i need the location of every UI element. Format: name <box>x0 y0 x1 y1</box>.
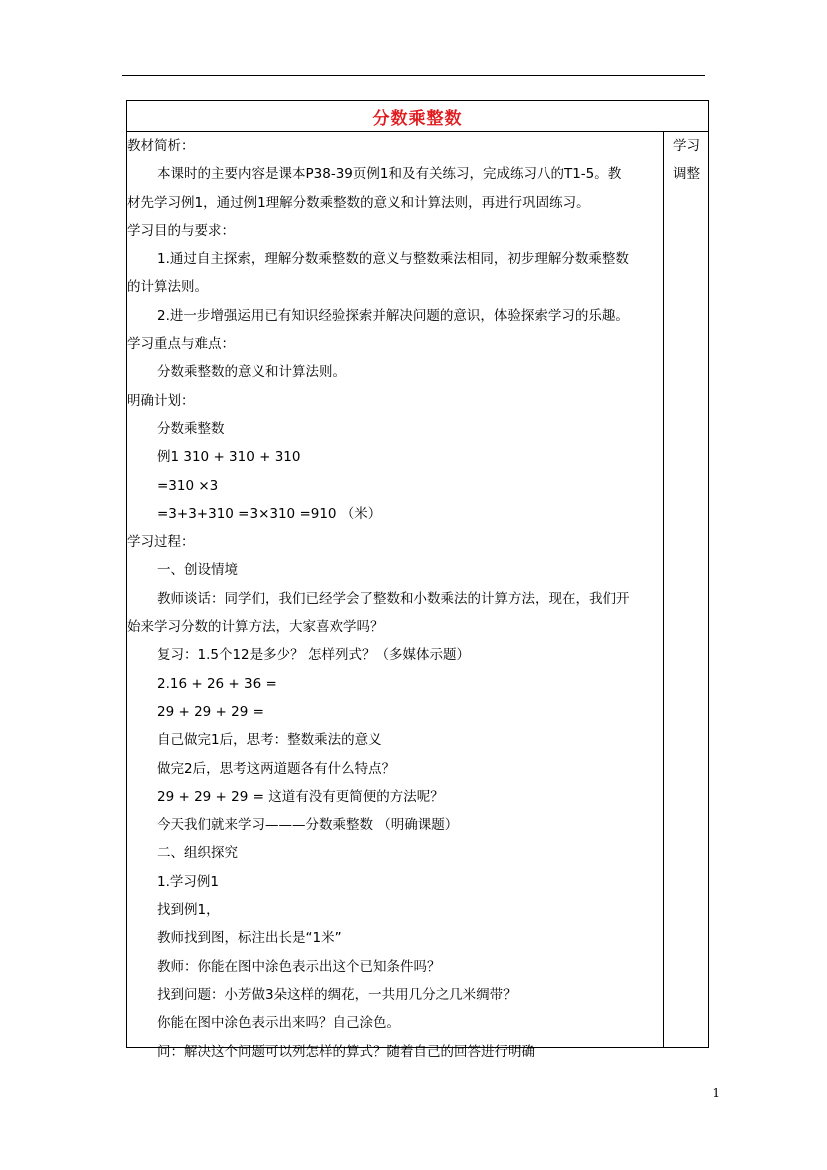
text-line: 找到问题：小芳做3朵这样的绸花，一共用几分之几米绸带？ <box>157 986 517 1003</box>
text-line: 始来学习分数的计算方法，大家喜欢学吗？ <box>127 619 384 636</box>
section-heading: 教材简析： <box>127 138 195 154</box>
text-line: 2.进一步增强运用已有知识经验探索并解决问题的意识，体验探索学习的乐趣。 <box>157 307 629 324</box>
column-divider <box>663 132 664 1048</box>
text-line: 复习：1.5个12是多少？ 怎样列式？（多媒体示题） <box>157 647 470 664</box>
text-line: =310 ×3 <box>157 477 219 494</box>
text-line: 本课时的主要内容是课本P38-39页例1和及有关练习，完成练习八的T1-5。教 <box>157 166 622 183</box>
section-heading: 学习过程： <box>127 534 195 551</box>
text-line: 分数乘整数 <box>157 420 225 437</box>
text-line: 教师谈话：同学们，我们已经学会了整数和小数乘法的计算方法，现在，我们开 <box>157 590 630 607</box>
text-line: 自己做完1后，思考：整数乘法的意义 <box>157 732 382 749</box>
text-line: 做完2后，思考这两道题各有什么特点？ <box>157 760 396 777</box>
text-line: 问：解决这个问题可以列怎样的算式？随着自己的回答进行明确 <box>157 1043 535 1060</box>
text-line: 今天我们就来学习———分数乘整数 （明确课题） <box>157 817 459 834</box>
text-line: 材先学习例1，通过例1理解分数乘整数的意义和计算法则，再进行巩固练习。 <box>127 194 590 211</box>
text-line: 教师：你能在图中涂色表示出这个已知条件吗？ <box>157 958 441 975</box>
section-heading: 明确计划： <box>127 392 195 409</box>
text-line: 二、组织探究 <box>157 845 238 862</box>
text-line: 你能在图中涂色表示出来吗？自己涂色。 <box>157 1015 400 1032</box>
text-line: 一、创设情境 <box>157 562 238 579</box>
text-line: 29 + 29 + 29 = <box>157 703 264 720</box>
text-line: 1.通过自主探索，理解分数乘整数的意义与整数乘法相同，初步理解分数乘整数 <box>157 251 629 268</box>
section-heading: 学习重点与难点： <box>127 336 235 353</box>
text-line: 分数乘整数的意义和计算法则。 <box>157 364 346 381</box>
lesson-content <box>127 132 662 1066</box>
title-row <box>127 101 708 132</box>
page-number: 1 <box>712 1086 720 1100</box>
side-label-line: 调整 <box>673 166 700 182</box>
text-line: 找到例1， <box>157 902 220 919</box>
text-line: 29 + 29 + 29 = 这道有没有更简便的方法呢？ <box>157 788 444 805</box>
side-label-line: 学习 <box>673 138 700 154</box>
text-line: 例1 310 + 310 + 310 <box>157 449 301 466</box>
text-line: 1.学习例1 <box>157 873 219 890</box>
section-heading: 学习目的与要求： <box>127 222 235 239</box>
text-line: 2.16 + 26 + 36 = <box>157 675 277 692</box>
header-rule <box>122 75 705 76</box>
text-line: 的计算法则。 <box>127 279 208 296</box>
lesson-table <box>126 100 709 1060</box>
document-title: 分数乘整数 <box>372 108 463 129</box>
text-line: 教师找到图，标注出长是“1米” <box>157 930 342 947</box>
text-line: =3+3+310 =3×310 =910 （米） <box>157 505 382 522</box>
side-column <box>664 132 709 188</box>
